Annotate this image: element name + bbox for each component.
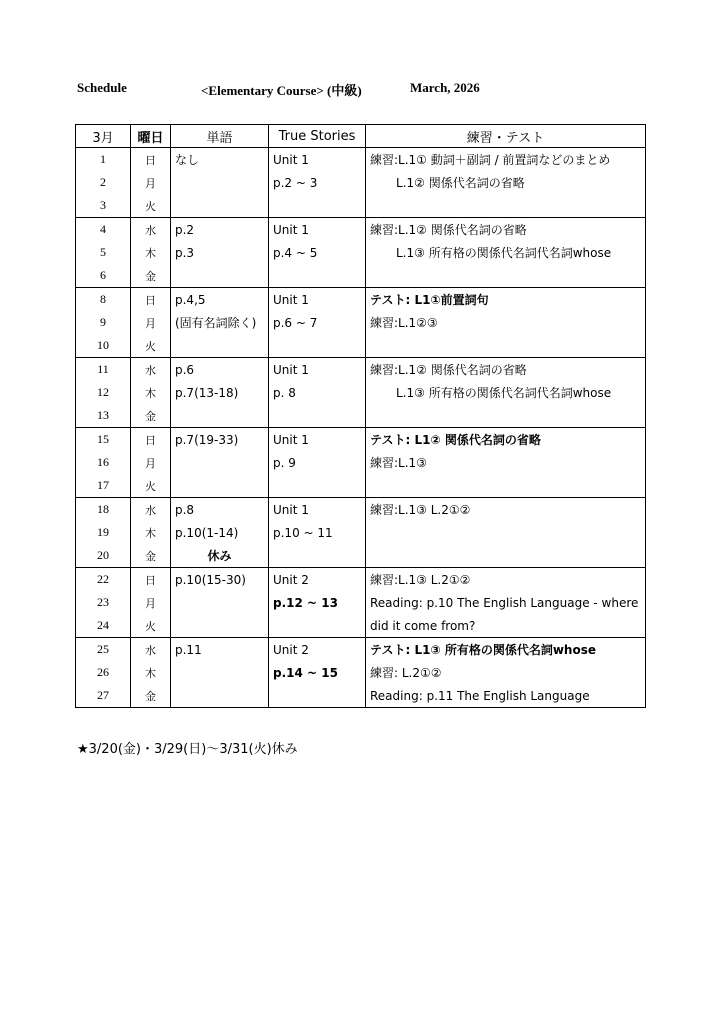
stories-cell <box>269 544 366 568</box>
table-row <box>76 381 646 404</box>
stories-cell: Unit 1 <box>269 358 366 382</box>
table-row <box>76 451 646 474</box>
document-header <box>77 80 650 100</box>
day-cell: 4 <box>76 218 131 242</box>
table-row <box>76 148 646 172</box>
vocab-cell <box>171 404 269 428</box>
stories-cell: p.4 ~ 5 <box>269 241 366 264</box>
vocab-cell <box>171 451 269 474</box>
day-cell: 17 <box>76 474 131 498</box>
day-cell: 24 <box>76 614 131 638</box>
practice-cell <box>366 474 646 498</box>
practice-cell <box>366 194 646 218</box>
weekday-cell: 火 <box>131 614 171 638</box>
weekday-cell: 金 <box>131 264 171 288</box>
test-cell: テスト: L1①前置詞句 <box>366 288 646 312</box>
vocab-cell: p.4,5 <box>171 288 269 312</box>
day-cell: 25 <box>76 638 131 662</box>
day-cell: 11 <box>76 358 131 382</box>
vocab-cell: p.11 <box>171 638 269 662</box>
table-row <box>76 241 646 264</box>
weekday-cell: 木 <box>131 661 171 684</box>
stories-cell: Unit 1 <box>269 428 366 452</box>
table-row <box>76 218 646 242</box>
stories-cell <box>269 614 366 638</box>
table-header-row <box>76 125 646 148</box>
practice-cell: did it come from? <box>366 614 646 638</box>
table-row <box>76 288 646 312</box>
vocab-cell <box>171 684 269 708</box>
stories-cell <box>269 194 366 218</box>
practice-cell <box>366 404 646 428</box>
table-row <box>76 404 646 428</box>
stories-cell <box>269 334 366 358</box>
vocab-cell <box>171 474 269 498</box>
vocab-cell: なし <box>171 148 269 172</box>
stories-cell <box>269 474 366 498</box>
practice-cell: 練習: L.2①② <box>366 661 646 684</box>
weekday-cell: 水 <box>131 498 171 522</box>
course-name: <Elementary Course> (中級) <box>201 83 362 98</box>
table-row <box>76 591 646 614</box>
practice-cell: 練習:L.1③ L.2①② <box>366 498 646 522</box>
table-row <box>76 614 646 638</box>
vocab-cell: p.8 <box>171 498 269 522</box>
vocab-cell: p.10(15-30) <box>171 568 269 592</box>
practice-cell: 練習:L.1① 動詞＋副詞 / 前置詞などのまとめ <box>366 148 646 172</box>
day-cell: 8 <box>76 288 131 312</box>
col-header-weekday: 曜日 <box>131 125 171 148</box>
col-header-practice-test: 練習・テスト <box>366 125 646 148</box>
weekday-cell: 火 <box>131 474 171 498</box>
day-cell: 13 <box>76 404 131 428</box>
schedule-title: Schedule <box>77 80 127 95</box>
vocab-cell <box>171 591 269 614</box>
practice-cell: Reading: p.11 The English Language <box>366 684 646 708</box>
weekday-cell: 金 <box>131 404 171 428</box>
day-cell: 12 <box>76 381 131 404</box>
vocab-cell <box>171 171 269 194</box>
practice-cell: 練習:L.1②③ <box>366 311 646 334</box>
col-header-true-stories: True Stories <box>269 125 366 148</box>
day-cell: 5 <box>76 241 131 264</box>
table-row <box>76 684 646 708</box>
practice-cell <box>366 544 646 568</box>
table-row <box>76 311 646 334</box>
weekday-cell: 月 <box>131 591 171 614</box>
col-header-vocabulary: 単語 <box>171 125 269 148</box>
vocab-cell: p.10(1-14) <box>171 521 269 544</box>
table-row <box>76 498 646 522</box>
vocab-cell: (固有名詞除く) <box>171 311 269 334</box>
stories-cell: p.12 ~ 13 <box>269 591 366 614</box>
stories-cell: p. 8 <box>269 381 366 404</box>
practice-cell: Reading: p.10 The English Language - where <box>366 591 646 614</box>
test-cell: テスト: L1② 関係代名詞の省略 <box>366 428 646 452</box>
weekday-cell: 月 <box>131 311 171 334</box>
vocab-cell <box>171 264 269 288</box>
weekday-cell: 月 <box>131 451 171 474</box>
table-row <box>76 428 646 452</box>
stories-cell: p.2 ~ 3 <box>269 171 366 194</box>
stories-cell: p.14 ~ 15 <box>269 661 366 684</box>
test-cell: テスト: L1③ 所有格の関係代名詞whose <box>366 638 646 662</box>
weekday-cell: 日 <box>131 428 171 452</box>
vocab-cell: p.7(19-33) <box>171 428 269 452</box>
day-cell: 3 <box>76 194 131 218</box>
weekday-cell: 木 <box>131 241 171 264</box>
vocab-cell: p.6 <box>171 358 269 382</box>
weekday-cell: 木 <box>131 381 171 404</box>
day-cell: 15 <box>76 428 131 452</box>
day-cell: 22 <box>76 568 131 592</box>
day-cell: 16 <box>76 451 131 474</box>
practice-cell: L.1③ 所有格の関係代名詞代名詞whose <box>366 241 646 264</box>
weekday-cell: 水 <box>131 358 171 382</box>
practice-cell: 練習:L.1③ <box>366 451 646 474</box>
vocab-cell: p.7(13-18) <box>171 381 269 404</box>
day-cell: 9 <box>76 311 131 334</box>
day-cell: 19 <box>76 521 131 544</box>
vocab-cell <box>171 614 269 638</box>
stories-cell: p. 9 <box>269 451 366 474</box>
table-row <box>76 568 646 592</box>
day-cell: 27 <box>76 684 131 708</box>
table-row <box>76 358 646 382</box>
weekday-cell: 月 <box>131 171 171 194</box>
table-row <box>76 171 646 194</box>
practice-cell <box>366 521 646 544</box>
vocab-cell <box>171 334 269 358</box>
stories-cell: Unit 1 <box>269 288 366 312</box>
holiday-cell: 休み <box>171 544 269 568</box>
weekday-cell: 金 <box>131 544 171 568</box>
stories-cell: p.6 ~ 7 <box>269 311 366 334</box>
day-cell: 2 <box>76 171 131 194</box>
table-row <box>76 194 646 218</box>
stories-cell: Unit 1 <box>269 218 366 242</box>
stories-cell <box>269 684 366 708</box>
practice-cell: 練習:L.1③ L.2①② <box>366 568 646 592</box>
holiday-note: ★3/20(金)・3/29(日)～3/31(火)休み <box>77 742 298 757</box>
day-cell: 26 <box>76 661 131 684</box>
vocab-cell <box>171 661 269 684</box>
table-row <box>76 474 646 498</box>
weekday-cell: 水 <box>131 218 171 242</box>
weekday-cell: 金 <box>131 684 171 708</box>
weekday-cell: 日 <box>131 568 171 592</box>
vocab-cell: p.3 <box>171 241 269 264</box>
day-cell: 1 <box>76 148 131 172</box>
day-cell: 18 <box>76 498 131 522</box>
table-row <box>76 544 646 568</box>
stories-cell: Unit 1 <box>269 498 366 522</box>
stories-cell: Unit 2 <box>269 638 366 662</box>
weekday-cell: 木 <box>131 521 171 544</box>
stories-cell <box>269 264 366 288</box>
schedule-table <box>75 124 646 708</box>
vocab-cell <box>171 194 269 218</box>
day-cell: 20 <box>76 544 131 568</box>
stories-cell: p.10 ~ 11 <box>269 521 366 544</box>
practice-cell: 練習:L.1② 関係代名詞の省略 <box>366 358 646 382</box>
day-cell: 6 <box>76 264 131 288</box>
table-row <box>76 334 646 358</box>
practice-cell: L.1③ 所有格の関係代名詞代名詞whose <box>366 381 646 404</box>
practice-cell: 練習:L.1② 関係代名詞の省略 <box>366 218 646 242</box>
weekday-cell: 日 <box>131 148 171 172</box>
weekday-cell: 水 <box>131 638 171 662</box>
month-label: March, 2026 <box>410 80 480 95</box>
practice-cell: L.1② 関係代名詞の省略 <box>366 171 646 194</box>
stories-cell: Unit 2 <box>269 568 366 592</box>
table-row <box>76 264 646 288</box>
vocab-cell: p.2 <box>171 218 269 242</box>
practice-cell <box>366 264 646 288</box>
table-row <box>76 661 646 684</box>
table-row <box>76 638 646 662</box>
weekday-cell: 日 <box>131 288 171 312</box>
day-cell: 10 <box>76 334 131 358</box>
day-cell: 23 <box>76 591 131 614</box>
practice-cell <box>366 334 646 358</box>
stories-cell: Unit 1 <box>269 148 366 172</box>
weekday-cell: 火 <box>131 194 171 218</box>
table-row <box>76 521 646 544</box>
weekday-cell: 火 <box>131 334 171 358</box>
stories-cell <box>269 404 366 428</box>
col-header-date: 3月 <box>76 125 131 148</box>
